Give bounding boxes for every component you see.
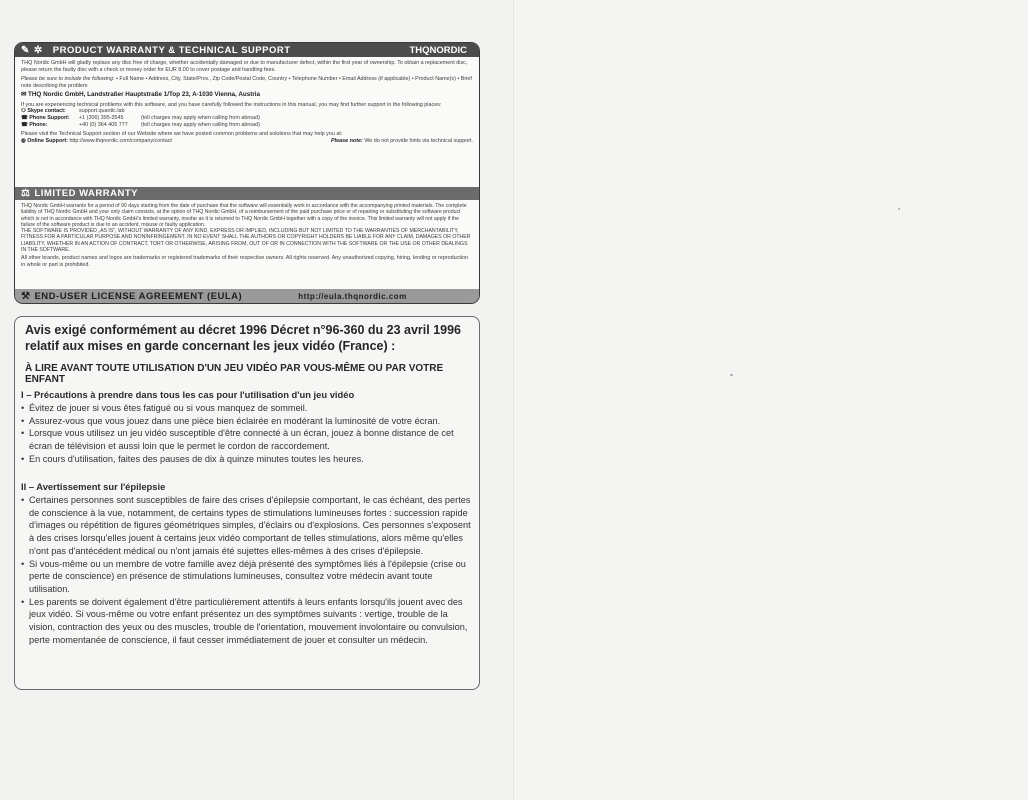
- include-line: [21, 76, 473, 90]
- skype-label: Skype contact:: [27, 108, 66, 115]
- french-notice-box: [14, 316, 480, 690]
- scales-icon: ⚖: [21, 188, 31, 199]
- include-items: • Full Name • Address, City, State/Prov., Zip Code/Postal Code, Country • Telephone Number • Email Address (if applicable) • Product Name(s) • Brief note describing the problem: [21, 75, 472, 89]
- gavel-icon: ⚒: [21, 290, 31, 302]
- gear-icon: ✲: [33, 44, 43, 56]
- wrench-icon: ✎: [21, 44, 30, 56]
- skype-row: [21, 108, 473, 115]
- mail-address-line: [21, 92, 473, 99]
- phone-icon: ☎: [21, 115, 30, 122]
- notice-subtitle: À LIRE AVANT TOUTE UTILISATION D'UN JEU VIDÉO PAR VOUS-MÊME OU PAR VOTRE ENFANT: [25, 363, 444, 385]
- notice-title: Avis exigé conformément au décret 1996 Décret n°96-360 du 23 avril 1996 relatif aux mises en garde concernant les jeux vidéo (France) :: [25, 323, 461, 353]
- limited-warranty-bar: [15, 187, 479, 200]
- phone-row: [21, 122, 473, 129]
- phone-support-note: (toll charges may apply when calling from abroad): [141, 115, 260, 122]
- limited-warranty-header: LIMITED WARRANTY: [34, 188, 138, 199]
- phone-support-row: [21, 115, 473, 122]
- online-value[interactable]: http://www.thqnordic.com/company/contact: [69, 138, 172, 145]
- right-page-blank: [514, 0, 1028, 800]
- section2-heading: II – Avertissement sur l'épilepsie: [21, 481, 166, 492]
- eula-link[interactable]: http://eula.thqnordic.com: [298, 291, 407, 301]
- online-label: Online Support:: [27, 138, 68, 145]
- limited-warranty-body: [21, 203, 473, 269]
- warranty-box: [14, 42, 480, 304]
- support-intro: If you are experiencing technical problems with this software, and you have carefully followed the instructions in this manual, you may find further support in the following places:: [21, 101, 442, 108]
- note-label: Please note:: [331, 138, 363, 145]
- note-value: We do not provide hints via technical support.: [364, 138, 473, 145]
- section1-list: [21, 402, 473, 466]
- paper-speck: [898, 208, 900, 210]
- phone-note: (toll charges may apply when calling from abroad): [141, 122, 260, 129]
- people-icon: ⚇: [21, 108, 28, 115]
- thq-nordic-logo: THQNORDIC: [409, 44, 467, 56]
- section2-list: [21, 494, 473, 646]
- list-item: • Évitez de jouer si vous êtes fatigué ou si vous manquez de sommeil.: [21, 402, 473, 415]
- trademarks-text: All other brands, product names and logos are trademarks or registered trademarks of their respective owners. All rights reserved. Any unauthorized copying, hiring, lending or reproduction in whole or part is prohibited.: [21, 255, 469, 269]
- include-label: Please be sure to include the following:: [21, 75, 115, 82]
- list-item: • Les parents se doivent également d'être particulièrement attentifs à leurs enfants lorsqu'ils jouent avec des jeux vidéo. Si vous-même ou votre enfant présentez un des symptômes suivants : vertige, trouble de la vision, contraction des yeux ou des muscles, trouble de l'orientation, mouvement involontaire ou convulsion, perte momentanée de conscience, il faut cesser immédiatement de jouer et consulter un médecin.: [21, 596, 473, 647]
- limited-warranty-text: THQ Nordic GmbH warrants for a period of 90 days starting from the date of purchase that the software will essentially work in accordance with the accompanying printed materials. The complete liability of THQ Nordic GmbH and your only claim consists, at the option of THQ Nordic GmbH, of a reimbursement of the paid purchase price or of repairing or substituting the software product which is not in accordance with THQ Nordic GmbH's limited warranty, insofar as it is returned to THQ Nordic GmbH together with a copy of the invoice. This limited warranty will not apply if the failure of the software product is due to an accident, misuse or faulty application.: [21, 203, 467, 228]
- warranty-intro: [21, 60, 473, 145]
- eula-header: END-USER LICENSE AGREEMENT (EULA): [34, 290, 243, 302]
- phone-icon: ☎: [21, 122, 30, 129]
- skype-value: support.quantic.lab: [79, 108, 125, 115]
- disclaimer-text: THE SOFTWARE IS PROVIDED „AS IS", WITHOUT WARRANTY OF ANY KIND, EXPRESS OR IMPLIED, INCLUDING BUT NOT LIMITED TO THE WARRANTIES OF MERCHANTABILITY, FITNESS FOR A PARTICULAR PURPOSE AND NONINFRINGEMENT. IN NO EVENT SHALL THE AUTHORS OR COPYRIGHT HOLDERS BE LIABLE FOR ANY CLAIM, DAMAGES OR OTHER LIABILITY, WHETHER IN AN ACTION OF CONTRACT, TORT OR OTHERWISE, ARISING FROM, OUT OF OR IN CONNECTION WITH THE SOFTWARE OR THE USE OR OTHER DEALINGS IN THE SOFTWARE.: [21, 228, 471, 254]
- list-item: • Lorsque vous utilisez un jeu vidéo susceptible d'être connecté à un écran, jouez à bonne distance de cet écran de télévision et aussi loin que le permet le cordon de raccordement.: [21, 427, 473, 452]
- warranty-header-bar: [15, 43, 479, 57]
- list-item: • Certaines personnes sont susceptibles de faire des crises d'épilepsie comportant, le cas échéant, des pertes de conscience à la vue, notamment, de certains types de stimulations lumineuses fortes : succession rapide d'images ou répétition de figures géométriques simples, d'éclairs ou d'explosions. Ces personnes s'exposent à des crises lorsqu'elles jouent à certains jeux vidéo comportant de telles stimulations, alors même qu'elles n'ont pas d'antécédent médical ou n'ont jamais été sujettes elles-mêmes à des crises d'épilepsie.: [21, 494, 473, 558]
- phone-support-value: +1 (206) 395-3545: [79, 115, 124, 122]
- phone-support-label: Phone Support:: [29, 115, 70, 122]
- list-item: • Si vous-même ou un membre de votre famille avez déjà présenté des symptômes liés à l'épilepsie (crise ou perte de conscience) en présence de stimulations lumineuses, consultez votre médecin avant toute utilisation.: [21, 558, 473, 596]
- phone-label: Phone:: [29, 122, 48, 129]
- paper-speck: [730, 374, 733, 376]
- warranty-header: PRODUCT WARRANTY & TECHNICAL SUPPORT: [52, 44, 291, 56]
- eula-bar: [15, 289, 479, 303]
- section1-heading: I – Précautions à prendre dans tous les cas pour l'utilisation d'un jeu vidéo: [21, 389, 355, 400]
- phone-value: +40 (0) 364 405 777: [79, 122, 128, 129]
- warranty-intro-text: THQ Nordic GmbH will gladly replace any disc free of charge, whether accidentally damaged or due to manufacturer defect, within the first year of ownership. To obtain a replacement disc, please return the faulty disc with a check or money order for EUR 8.00 to cover postage and handling fees.: [21, 60, 468, 73]
- website-intro: Please visit the Technical Support section of our Website where we have posted common problems and solutions that may help you at:: [21, 131, 343, 138]
- list-item: • En cours d'utilisation, faites des pauses de dix à quinze minutes toutes les heures.: [21, 453, 473, 466]
- list-item: • Assurez-vous que vous jouez dans une pièce bien éclairée en modérant la luminosité de votre écran.: [21, 415, 473, 428]
- globe-icon: ◍: [21, 138, 28, 145]
- mail-address: THQ Nordic GmbH, Landstraßer Hauptstraße 1/Top 23, A-1030 Vienna, Austria: [28, 90, 261, 98]
- online-support-row: [21, 138, 473, 145]
- envelope-icon: ✉: [21, 90, 27, 98]
